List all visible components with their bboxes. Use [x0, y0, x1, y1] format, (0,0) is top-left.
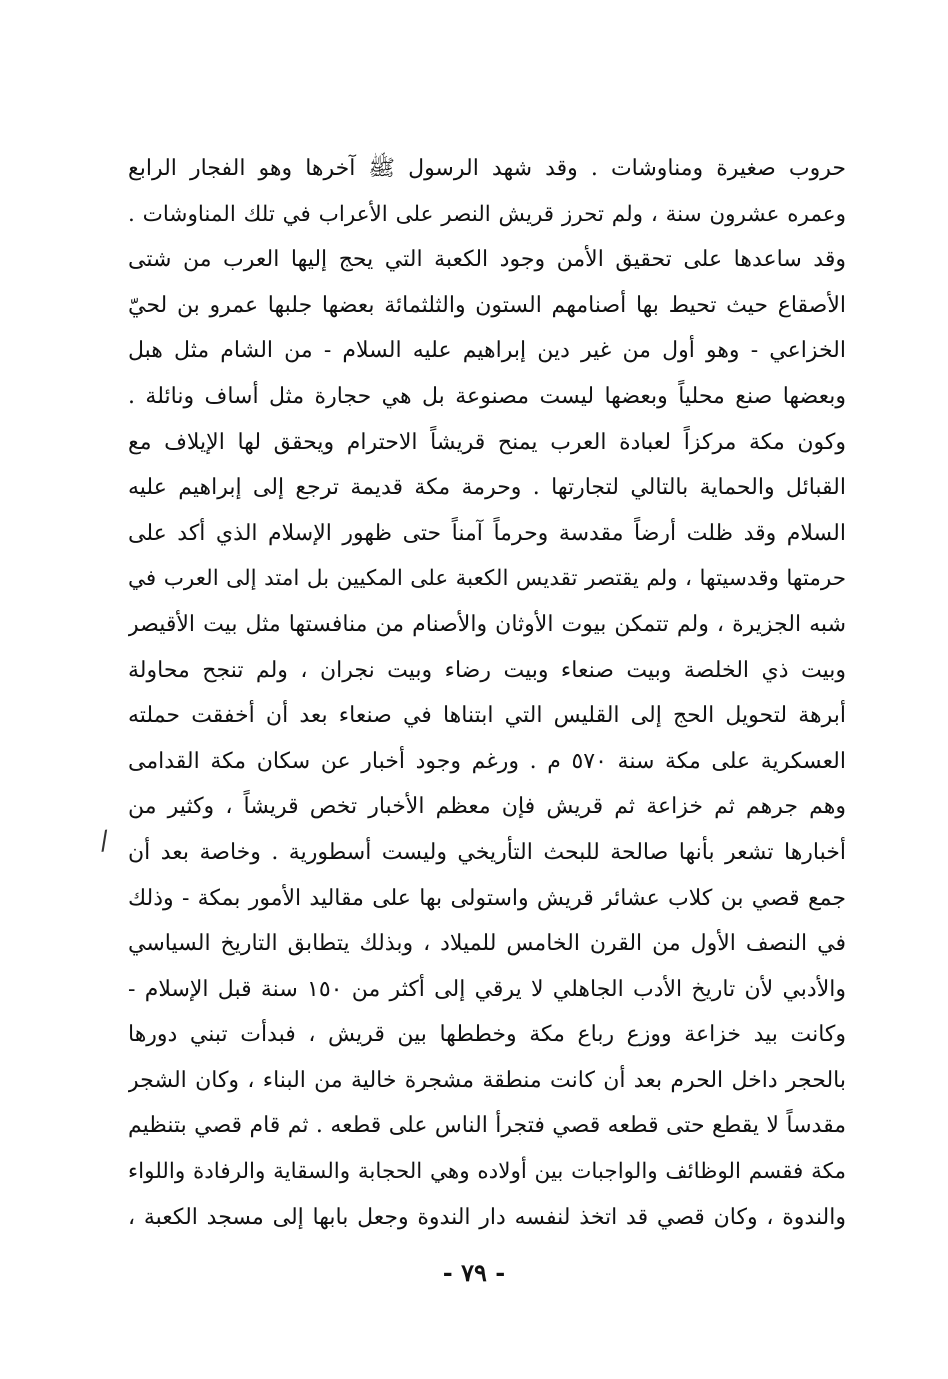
body-text	[128, 146, 846, 1240]
text-line: في النصف الأول من القرن الخامس للميلاد ، وبذلك يتطابق التاريخ السياسي	[128, 931, 846, 957]
text-line: حروب صغيرة ومناوشات . وقد شهد الرسول ﷺ آخرها وهو الفجار الرابع	[128, 156, 846, 181]
text-line: جمع قصي بن كلاب عشائر قريش واستولى بها على مقاليد الأمور بمكة - وذلك	[128, 885, 846, 911]
text-line: وكانت بيد خزاعة ووزع رباع مكة وخططها بين قريش ، فبدأت تبني دورها	[128, 1022, 846, 1048]
text-line: وهم جرهم ثم خزاعة ثم قريش فإن معظم الأخبار تخص قريشاً ، وكثير من	[128, 794, 846, 820]
text-line: مكة فقسم الوظائف والواجبات بين أولاده وهي الحجابة والسقاية والرفادة واللواء	[128, 1159, 846, 1185]
text-line: أبرهة لتحويل الحج إلى القليس التي ابتناها في صنعاء بعد أن أخفقت حملته	[128, 703, 846, 729]
text-line: القبائل والحماية بالتالي لتجارتها . وحرمة مكة قديمة ترجع إلى إبراهيم عليه	[128, 475, 846, 501]
text-line: أخبارها تشعر بأنها صالحة للبحث التأريخي وليست أسطورية . وخاصة بعد أن	[128, 839, 846, 865]
text-line: بالحجر داخل الحرم بعد أن كانت منطقة مشجرة خالية من البناء ، وكان الشجر	[128, 1067, 846, 1093]
text-line: السلام وقد ظلت أرضاً مقدسة وحرماً آمناً حتى ظهور الإسلام الذي أكد على	[128, 520, 846, 546]
text-line: العسكرية على مكة سنة ٥٧٠ م . ورغم وجود أخبار عن سكان مكة القدامى	[128, 748, 846, 774]
text-line: وبيت ذي الخلصة وبيت صنعاء وبيت رضاء وبيت نجران ، ولم تنجح محاولة	[128, 657, 846, 683]
text-line: شبه الجزيرة ، ولم تتمكن بيوت الأوثان والأصنام من منافستها مثل بيت الأقيصر	[128, 611, 846, 637]
text-line: والأدبي لأن تاريخ الأدب الجاهلي لا يرقي إلى أكثر من ١٥٠ سنة قبل الإسلام -	[128, 976, 846, 1002]
text-line: حرمتها وقدسيتها ، ولم يقتصر تقديس الكعبة على المكيين بل امتد إلى العرب في	[128, 566, 846, 592]
text-line: وعمره عشرون سنة ، ولم تحرز قريش النصر على الأعراب في تلك المناوشات .	[128, 201, 846, 227]
page-number: - ٧٩ -	[442, 1258, 506, 1287]
margin-pencil-mark: /	[97, 825, 111, 857]
text-line: الخزاعي - وهو أول من غير دين إبراهيم عليه السلام - من الشام مثل هبل	[128, 338, 846, 364]
text-line: الأصقاع حيث تحيط بها أصنامهم الستون والثلثمائة بعضها جلبها عمرو بن لحيّ	[128, 292, 846, 318]
text-line: وقد ساعدها على تحقيق الأمن وجود الكعبة التي يحج إليها العرب من شتى	[128, 247, 846, 273]
text-line: مقدساً لا يقطع حتى قطعه قصي فتجرأ الناس على قطعه . ثم قام قصي بتنظيم	[128, 1113, 846, 1139]
text-line: وبعضها صنع محلياً وبعضها ليست مصنوعة بل هي حجارة مثل أساف ونائلة .	[128, 383, 846, 409]
text-line: والندوة ، وكان قصي قد اتخذ لنفسه دار الندوة وجعل بابها إلى مسجد الكعبة ،	[128, 1204, 846, 1230]
text-line: وكون مكة مركزاً لعبادة العرب يمنح قريشاً الاحترام ويحقق لها الإيلاف مع	[128, 429, 846, 455]
